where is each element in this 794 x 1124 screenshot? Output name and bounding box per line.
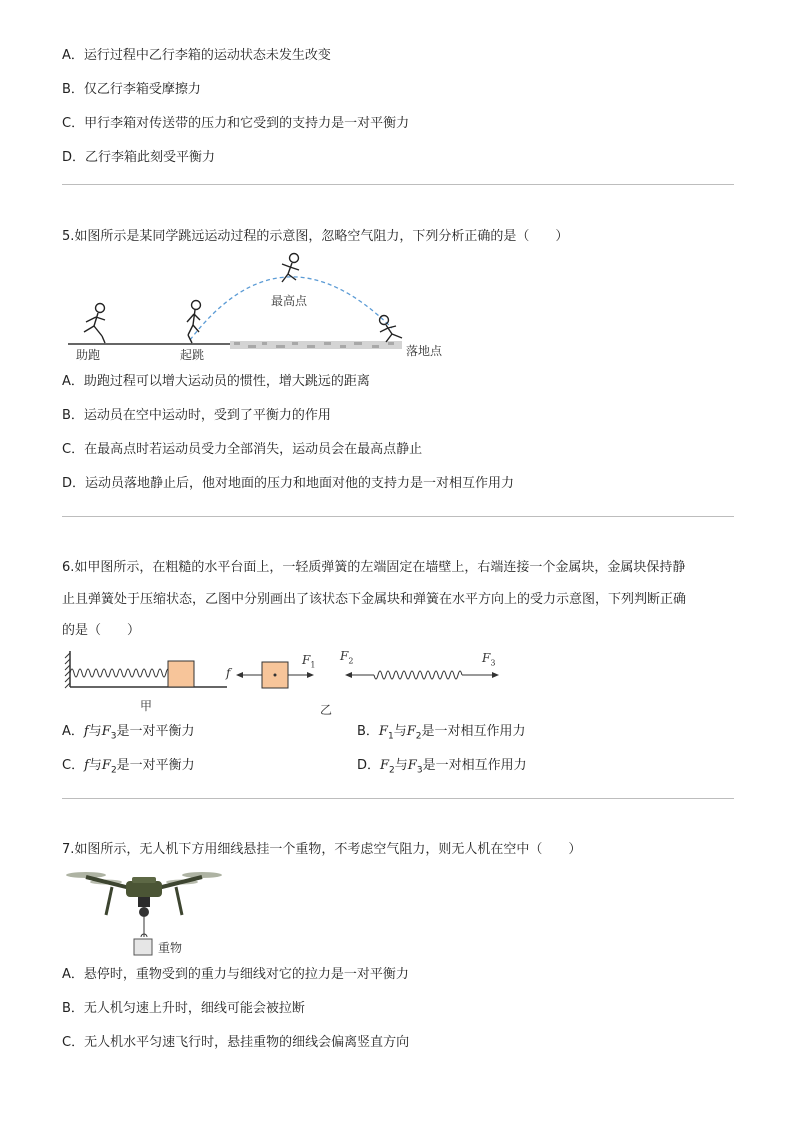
separator [62,516,734,517]
label-f: f [226,666,231,680]
q5-option-a: A．助跑过程可以增大运动员的惯性，增大跳远的距离 [62,374,370,389]
q4-option-d: D．乙行李箱此刻受平衡力 [62,150,216,165]
label-highest: 最高点 [271,294,308,308]
q5-option-c: C．在最高点时若运动员受力全部消失，运动员会在最高点静止 [62,442,423,457]
spring-figure [62,645,512,720]
label-yi: 乙 [320,703,333,717]
label-run: 助跑 [76,348,101,362]
q5-stem: 5.如图所示是某同学跳远运动过程的示意图，忽略空气阻力，下列分析正确的是（ ） [62,229,569,244]
q6-stem-line3: 的是（ ） [62,623,141,638]
q4-option-c: C．甲行李箱对传送带的压力和它受到的支持力是一对平衡力 [62,116,410,131]
label-jia: 甲 [140,699,153,713]
q6-option-d: D．$F_2$与$F_3$是一对相互作用力 [357,758,527,776]
label-weight: 重物 [158,941,183,955]
q4-option-a: A．运行过程中乙行李箱的运动状态未发生改变 [62,48,331,63]
q5-option-b: B．运动员在空中运动时，受到了平衡力的作用 [62,408,331,423]
label-F3: $F_3$ [482,651,496,668]
label-F1: $F_1$ [302,653,316,670]
takeoff-figure [187,301,201,344]
q4-option-b: B．仅乙行李箱受摩擦力 [62,82,201,97]
long-jump-figure [62,250,462,365]
q7-option-c: C．无人机水平匀速飞行时，悬挂重物的细线会偏离竖直方向 [62,1035,410,1050]
q6-stem-line2: 止且弹簧处于压缩状态，乙图中分别画出了该状态下金属块和弹簧在水平方向上的受力示意图，下列判断正确 [62,592,687,607]
separator [62,798,734,799]
q6-option-b: B．$F_1$与$F_2$是一对相互作用力 [357,724,526,742]
q7-stem: 7.如图所示，无人机下方用细线悬挂一个重物，不考虑空气阻力，则无人机在空中（ ） [62,842,582,857]
spring-diagram [62,645,512,720]
q5-option-d: D．运动员落地静止后，他对地面的压力和地面对他的支持力是一对相互作用力 [62,476,515,491]
q7-option-a: A．悬停时，重物受到的重力与细线对它的拉力是一对平衡力 [62,967,409,982]
jumper-highest-figure [282,254,299,283]
long-jump-diagram [62,250,462,365]
runner-figure [84,304,105,344]
drone-figure [62,865,232,960]
label-takeoff: 起跳 [180,348,205,362]
q6-option-a: A．f与$F_3$是一对平衡力 [62,724,195,742]
q6-option-c: C．f与$F_2$是一对平衡力 [62,758,195,776]
q6-stem-line1: 6.如甲图所示，在粗糙的水平台面上，一轻质弹簧的左端固定在墙壁上，右端连接一个金属块，金属块保持静 [62,560,686,575]
q7-option-b: B．无人机匀速上升时，细线可能会被拉断 [62,1001,305,1016]
label-F2: $F_2$ [340,649,354,666]
drone-diagram [62,865,232,960]
separator [62,184,734,185]
label-landing: 落地点 [406,344,443,358]
